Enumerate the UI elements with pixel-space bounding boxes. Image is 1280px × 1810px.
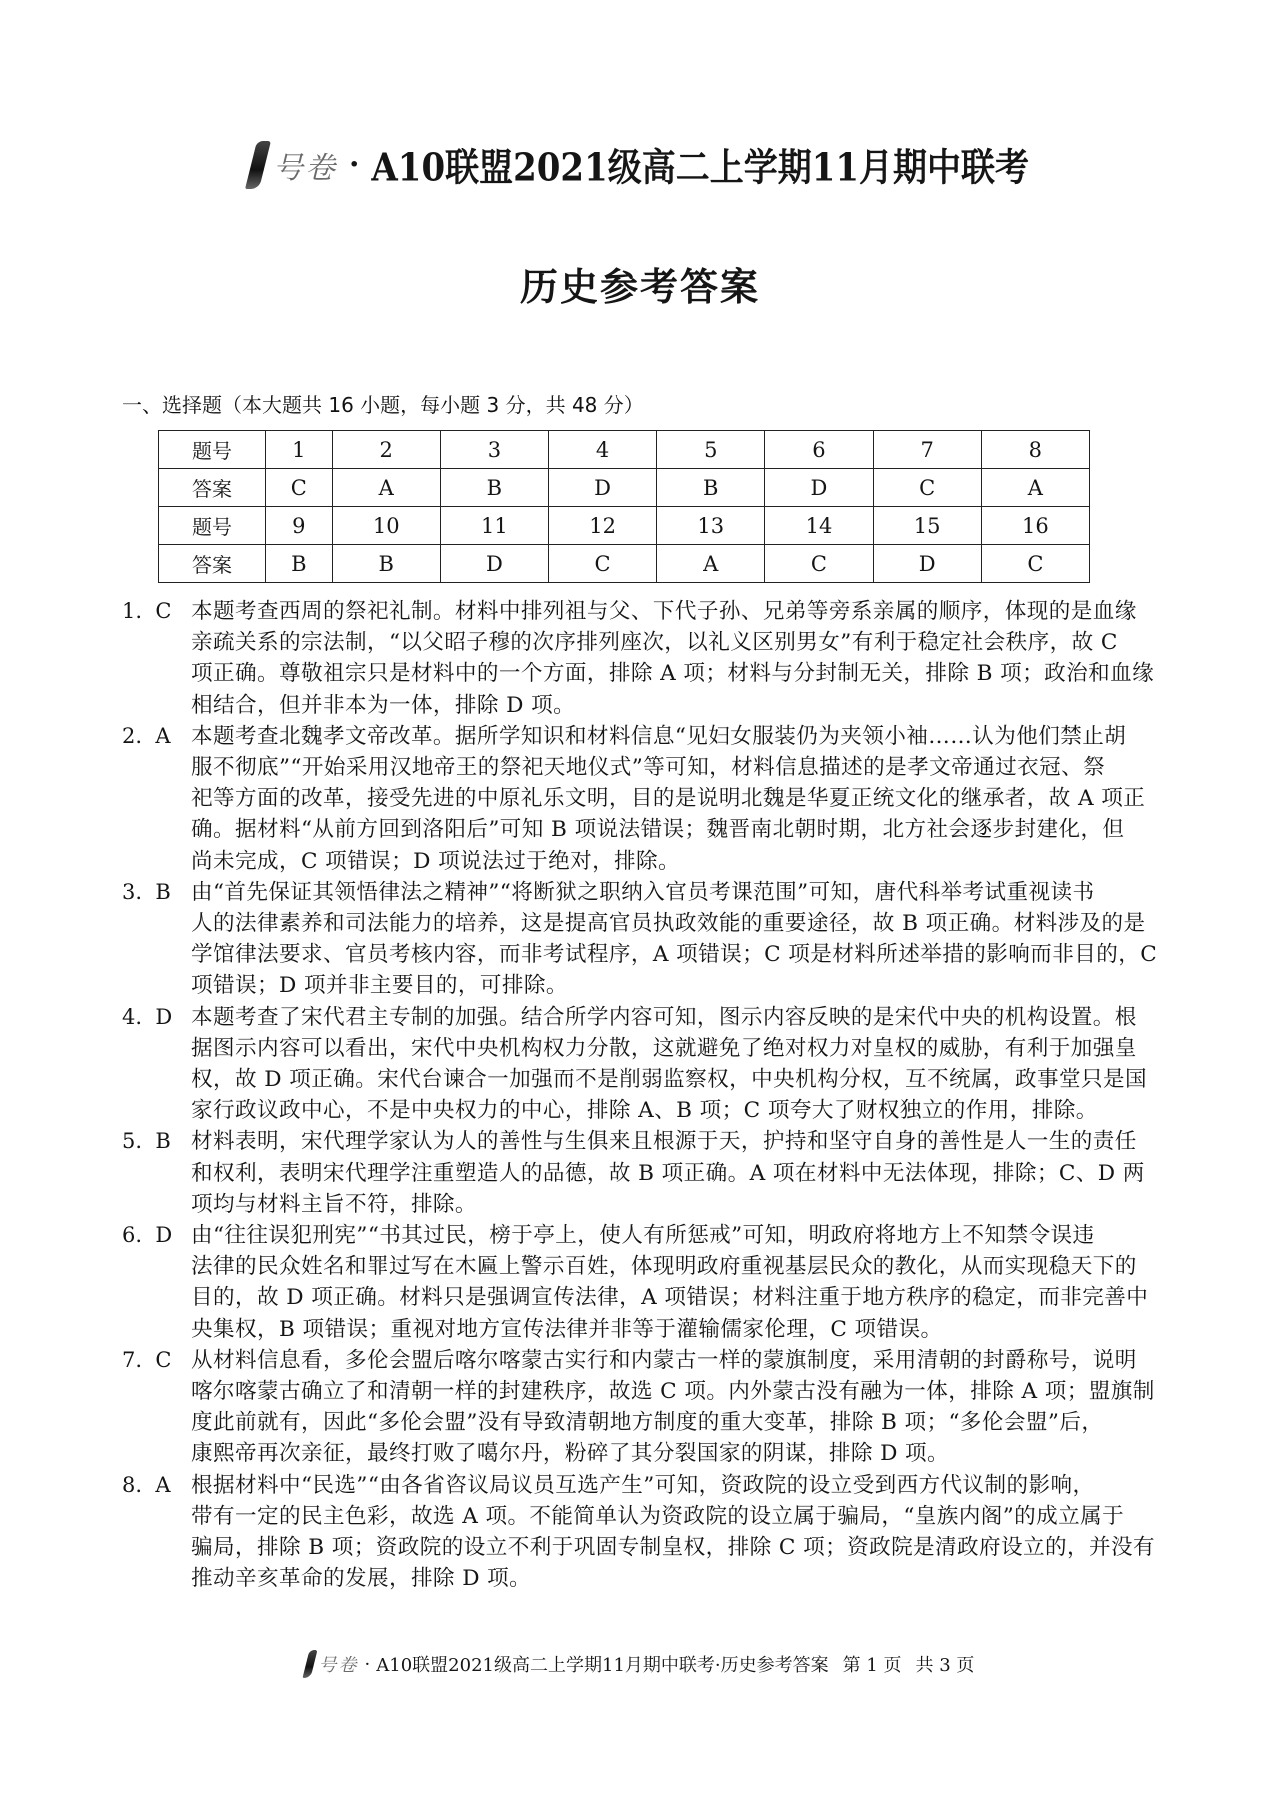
section-heading: 一、选择题（本大题共 16 小题，每小题 3 分，共 48 分）: [122, 393, 644, 417]
answer-cell: D: [440, 545, 548, 583]
explanation-item: [122, 1126, 1172, 1220]
footer-brand-name: 号卷: [318, 1655, 359, 1676]
answer-table: [158, 430, 1090, 583]
page-header: [0, 140, 1280, 193]
question-number-cell: 10: [332, 507, 440, 545]
explanation-line: 祀等方面的改革，接受先进的中原礼乐文明，目的是说明北魏是华夏正统文化的继承者，故 A 项正: [191, 786, 1146, 812]
explanation-line: 法律的民众姓名和罪过写在木匾上警示百姓，体现明政府重视基层民众的教化，从而实现稳天下的: [191, 1254, 1137, 1280]
explanation-line: 带有一定的民主色彩，故选 A 项。不能简单认为资政院的设立属于骗局，“皇族内阁”的成立属于: [191, 1503, 1125, 1529]
item-marker: 3. B: [122, 879, 171, 904]
item-marker: 4. D: [122, 1004, 173, 1029]
question-number-cell: 5: [657, 431, 765, 469]
explanation-item: [122, 1345, 1172, 1470]
answer-cell: A: [332, 469, 440, 507]
item-marker: 7. C: [122, 1347, 172, 1372]
explanation-line: 项均与材料主旨不符，排除。: [191, 1191, 477, 1217]
brand-logo-icon: [245, 141, 271, 189]
explanation-line: 确。据材料“从前方回到洛阳后”可知 B 项说法错误；魏晋南北朝时期，北方社会逐步封建化，但: [191, 817, 1125, 843]
question-number-cell: 15: [873, 507, 981, 545]
row-label: 题号: [159, 507, 266, 545]
explanation-line: 央集权，B 项错误；重视对地方宣传法律并非等于灌输儒家伦理，C 项错误。: [191, 1316, 943, 1342]
question-number-cell: 6: [765, 431, 873, 469]
explanation-line: 项正确。尊敬祖宗只是材料中的一个方面，排除 A 项；材料与分封制无关，排除 B 项；政治和血缘: [191, 661, 1155, 687]
question-number-cell: 4: [548, 431, 656, 469]
explanation-item: [122, 596, 1172, 721]
item-marker: 6. D: [122, 1223, 173, 1248]
explanation-line: 从材料信息看，多伦会盟后喀尔喀蒙古实行和内蒙古一样的蒙旗制度，采用清朝的封爵称号，说明: [191, 1347, 1137, 1373]
question-number-cell: 13: [657, 507, 765, 545]
answer-cell: B: [440, 469, 548, 507]
answer-table-row-answer: [159, 469, 1090, 507]
explanation-line: 据图示内容可以看出，宋代中央机构权力分散，这就避免了绝对权力对皇权的威胁，有利于加强皇: [191, 1035, 1137, 1061]
explanation-line: 人的法律素养和司法能力的培养，这是提高官员执政效能的重要途径，故 B 项正确。材料涉及的是: [191, 911, 1146, 937]
explanation-line: 喀尔喀蒙古确立了和清朝一样的封建秩序，故选 C 项。内外蒙古没有融为一体，排除 A 项；盟旗制: [191, 1379, 1155, 1405]
answer-cell: B: [266, 545, 333, 583]
page-total: 共 3 页: [915, 1655, 975, 1676]
explanation-item: [122, 1220, 1172, 1345]
explanation-line: 根据材料中“民选”“由各省咨议局议员互选产生”可知，资政院的设立受到西方代议制的影响，: [191, 1472, 1095, 1498]
item-marker: 8. A: [122, 1472, 171, 1497]
question-number-cell: 1: [266, 431, 333, 469]
answer-cell: D: [873, 545, 981, 583]
question-number-cell: 9: [266, 507, 333, 545]
page-number: 第 1 页: [842, 1655, 902, 1676]
question-number-cell: 14: [765, 507, 873, 545]
explanation-line: 本题考查北魏孝文帝改革。据所学知识和材料信息“见妇女服装仍为夹领小袖……认为他们禁止胡: [191, 723, 1127, 749]
explanation-line: 学馆律法要求、官员考核内容，而非考试程序，A 项错误；C 项是材料所述举措的影响而非目的，C: [191, 942, 1158, 968]
explanation-item: [122, 877, 1172, 1002]
explanation-line: 项错误；D 项并非主要目的，可排除。: [191, 973, 568, 999]
row-label: 答案: [159, 469, 266, 507]
answer-cell: D: [548, 469, 656, 507]
question-number-cell: 11: [440, 507, 548, 545]
question-number-cell: 12: [548, 507, 656, 545]
item-marker: 2. A: [122, 723, 171, 748]
explanation-line: 骗局，排除 B 项；资政院的设立不利于巩固专制皇权，排除 C 项；资政院是清政府设立的，并没有: [191, 1535, 1155, 1561]
explanation-line: 本题考查了宋代君主专制的加强。结合所学内容可知，图示内容反映的是宋代中央的机构设置。根: [191, 1004, 1137, 1030]
document-title: A10联盟2021级高二上学期11月期中联考: [371, 146, 1030, 191]
explanation-line: 尚未完成，C 项错误；D 项说法过于绝对，排除。: [191, 848, 681, 874]
footer-brand-logo-icon: [302, 1650, 317, 1678]
answer-cell: B: [657, 469, 765, 507]
explanation-item: [122, 1002, 1172, 1127]
answer-cell: C: [873, 469, 981, 507]
document-subtitle: 历史参考答案: [519, 264, 760, 309]
explanation-line: 权，故 D 项正确。宋代台谏合一加强而不是削弱监察权，中央机构分权，互不统属，政事堂只是国: [191, 1067, 1147, 1093]
explanation-line: 由“首先保证其领悟律法之精神”“将断狱之职纳入官员考课范围”可知，唐代科举考试重视读书: [191, 879, 1095, 905]
explanation-item: [122, 1470, 1172, 1595]
answer-table-row-question: [159, 507, 1090, 545]
footer-separator: ·: [364, 1653, 371, 1675]
brand-name: 号卷: [272, 150, 337, 186]
answer-cell: A: [981, 469, 1089, 507]
answer-cell: C: [765, 545, 873, 583]
explanation-line: 推动辛亥革命的发展，排除 D 项。: [191, 1566, 532, 1592]
explanation-list: [122, 596, 1172, 1595]
explanation-line: 亲疏关系的宗法制，“以父昭子穆的次序排列座次，以礼义区别男女”有利于稳定社会秩序，故 C: [191, 630, 1118, 656]
item-marker: 1. C: [122, 599, 172, 623]
footer-title: A10联盟2021级高二上学期11月期中联考·历史参考答案: [376, 1655, 829, 1676]
explanation-line: 度此前就有，因此“多伦会盟”没有导致清朝地方制度的重大变革，排除 B 项；“多伦会盟”后，: [191, 1410, 1104, 1436]
answer-cell: B: [332, 545, 440, 583]
question-number-cell: 2: [332, 431, 440, 469]
answer-cell: D: [765, 469, 873, 507]
question-number-cell: 3: [440, 431, 548, 469]
page-footer: [0, 1650, 1280, 1682]
explanation-line: 材料表明，宋代理学家认为人的善性与生俱来且根源于天，护持和坚守自身的善性是人一生的责任: [191, 1129, 1137, 1155]
answer-cell: C: [981, 545, 1089, 583]
explanation-line: 目的，故 D 项正确。材料只是强调宣传法律，A 项错误；材料注重于地方秩序的稳定，而非完善中: [191, 1285, 1149, 1311]
explanation-line: 康熙帝再次亲征，最终打败了噶尔丹，粉碎了其分裂国家的阴谋，排除 D 项。: [191, 1441, 950, 1467]
explanation-line: 服不彻底”“开始采用汉地帝王的祭祀天地仪式”等可知，材料信息描述的是孝文帝通过衣冠、祭: [191, 755, 1106, 781]
row-label: 题号: [159, 431, 266, 469]
explanation-line: 由“往往误犯刑宪”“书其过民，榜于亭上，使人有所惩戒”可知，明政府将地方上不知禁令误违: [191, 1223, 1095, 1249]
title-separator: ·: [348, 147, 360, 182]
explanation-item: [122, 721, 1172, 877]
question-number-cell: 8: [981, 431, 1089, 469]
row-label: 答案: [159, 545, 266, 583]
question-number-cell: 7: [873, 431, 981, 469]
explanation-line: 家行政议政中心，不是中央权力的中心，排除 A、B 项；C 项夸大了财权独立的作用，排除。: [191, 1098, 1098, 1124]
answer-cell: A: [657, 545, 765, 583]
answer-cell: C: [266, 469, 333, 507]
item-marker: 5. B: [122, 1129, 171, 1154]
answer-table-row-answer: [159, 545, 1090, 583]
answer-table-row-question: [159, 431, 1090, 469]
question-number-cell: 16: [981, 507, 1089, 545]
explanation-line: 本题考查西周的祭祀礼制。材料中排列祖与父、下代子孙、兄弟等旁系亲属的顺序，体现的是血缘: [191, 599, 1137, 624]
explanation-line: 和权利，表明宋代理学注重塑造人的品德，故 B 项正确。A 项在材料中无法体现，排除；C、D 两: [191, 1160, 1145, 1186]
explanation-line: 相结合，但并非本为一体，排除 D 项。: [191, 692, 576, 718]
answer-cell: C: [548, 545, 656, 583]
